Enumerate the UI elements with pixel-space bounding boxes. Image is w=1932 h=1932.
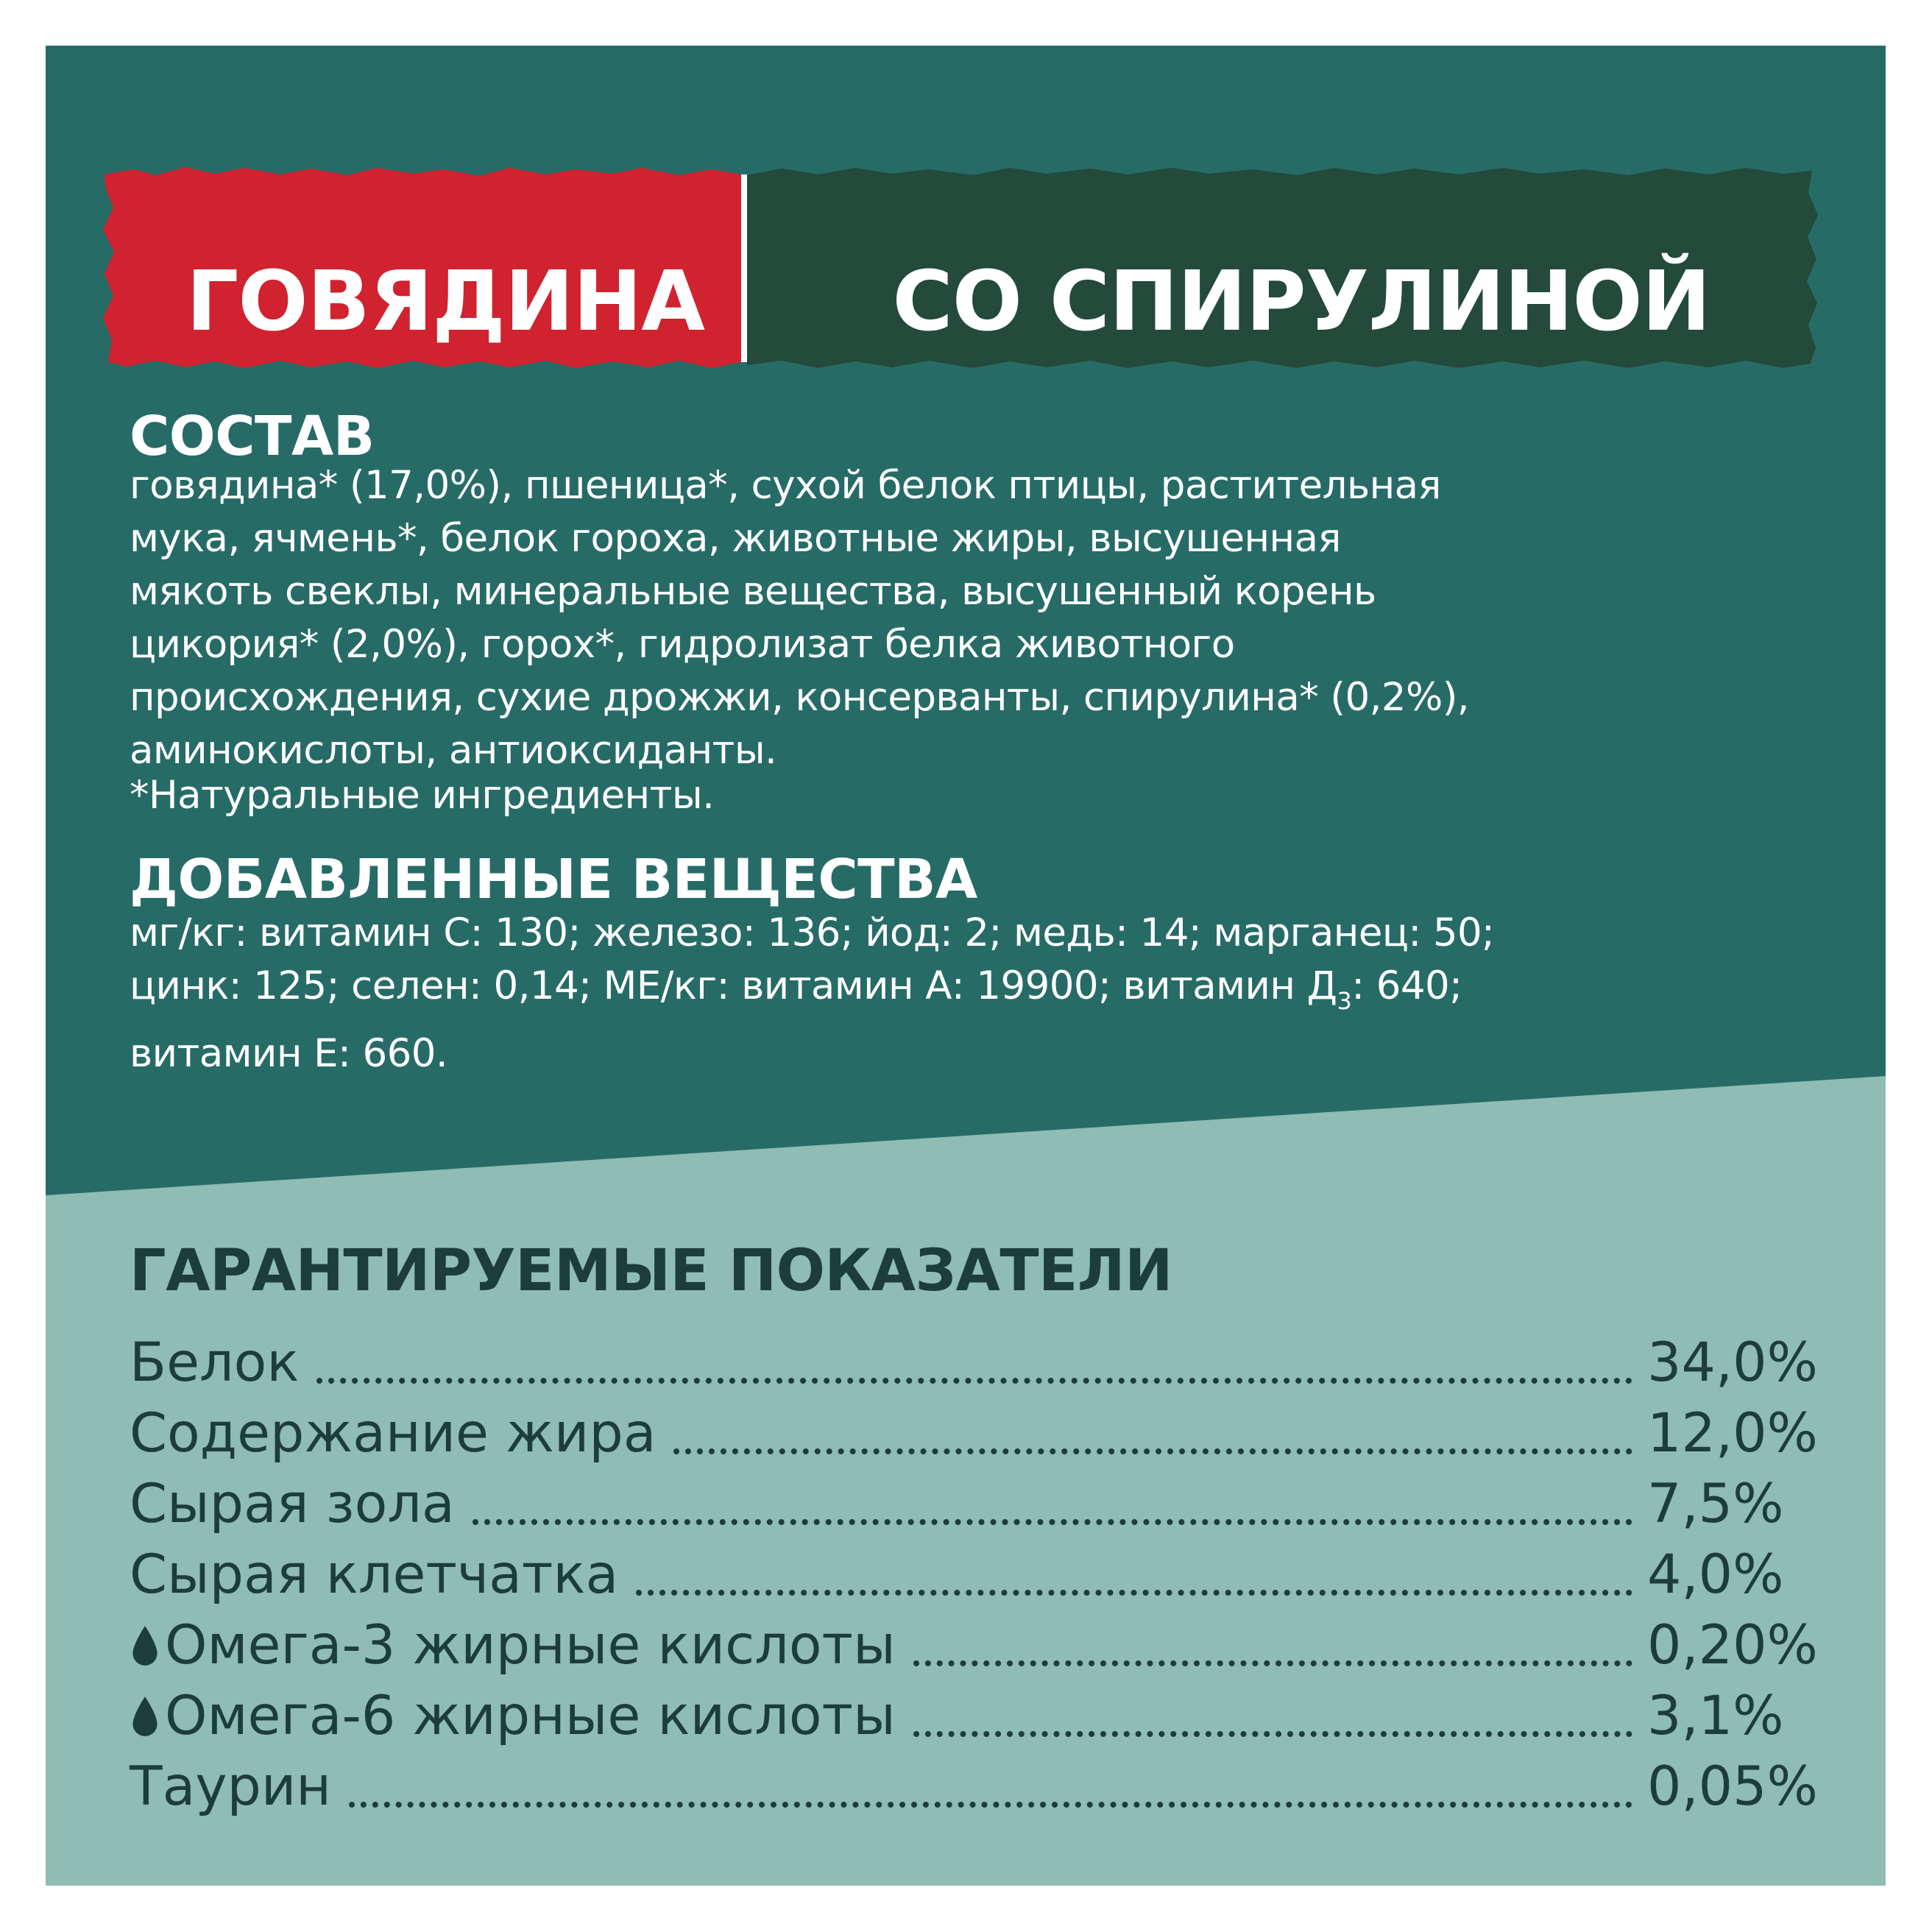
guaranteed-analysis-title: ГАРАНТИРУЕМЫЕ ПОКАЗАТЕЛИ [130,1238,1172,1304]
analysis-row-label: Сырая клетчатка [130,1543,619,1606]
dotted-leader [349,1802,1632,1808]
analysis-row-label: Омега-3 жирные кислоты [165,1614,896,1677]
additives-line-3: витамин Е: 660. [130,1031,448,1076]
analysis-row-value: 7,5% [1647,1473,1784,1535]
analysis-row-label: Содержание жира [130,1402,657,1465]
analysis-row [130,1610,1822,1681]
analysis-row-value: 3,1% [1647,1685,1784,1747]
dotted-leader [316,1378,1632,1384]
composition-text: говядина* (17,0%), пшеница*, сухой белок птицы, растительная мука, ячмень*, белок гороха, животные жиры, высушенная мякоть свеклы, минеральные вещества, высушенный корень цикория* (2,0%), горох*, гидролизат белка животного происхождения, сухие дрожжи, консерванты, спирулина* (0,2%), аминокислоты, антиоксиданты. [130,463,1470,773]
additives-line-2-subscript: 3 [1337,987,1352,1015]
analysis-row-label: Омега-6 жирные кислоты [165,1685,896,1747]
analysis-row [130,1681,1822,1752]
analysis-row-label: Белок [130,1331,300,1394]
analysis-row-value: 12,0% [1647,1402,1818,1465]
composition-title: СОСТАВ [130,405,375,468]
analysis-row-value: 34,0% [1647,1331,1818,1394]
analysis-row [130,1398,1822,1469]
analysis-row [130,1540,1822,1610]
additives-title: ДОБАВЛЕННЫЕ ВЕЩЕСТВА [130,848,977,911]
dotted-leader [913,1660,1632,1666]
drop-icon [130,1624,160,1667]
analysis-row-value: 0,05% [1647,1755,1818,1818]
analysis-row-label: Сырая зола [130,1473,455,1535]
flavor-label: ГОВЯДИНА [185,254,705,350]
dotted-leader [473,1519,1632,1525]
analysis-row [130,1328,1822,1398]
analysis-row-value: 0,20% [1647,1614,1818,1677]
product-info-card [46,46,1886,1886]
additives-line-1: мг/кг: витамин С: 130; железо: 136; йод: 2; медь: 14; марганец: 50; [130,910,1495,955]
additives-line-2-suffix: : 640; [1351,963,1462,1008]
drop-icon [130,1695,160,1738]
analysis-row-value: 4,0% [1647,1543,1784,1606]
composition-note: *Натуральные ингредиенты. [130,773,715,818]
dotted-leader [673,1448,1632,1454]
dotted-leader [913,1731,1632,1737]
additives-text [130,907,1822,1080]
additives-line-2-prefix: цинк: 125; селен: 0,14; МЕ/кг: витамин А: 19900; витамин Д [130,963,1337,1008]
analysis-row [130,1752,1822,1822]
dotted-leader [636,1590,1632,1596]
ingredient-label: СО СПИРУЛИНОЙ [892,254,1710,350]
analysis-row-label: Таурин [130,1755,332,1818]
analysis-row [130,1469,1822,1540]
